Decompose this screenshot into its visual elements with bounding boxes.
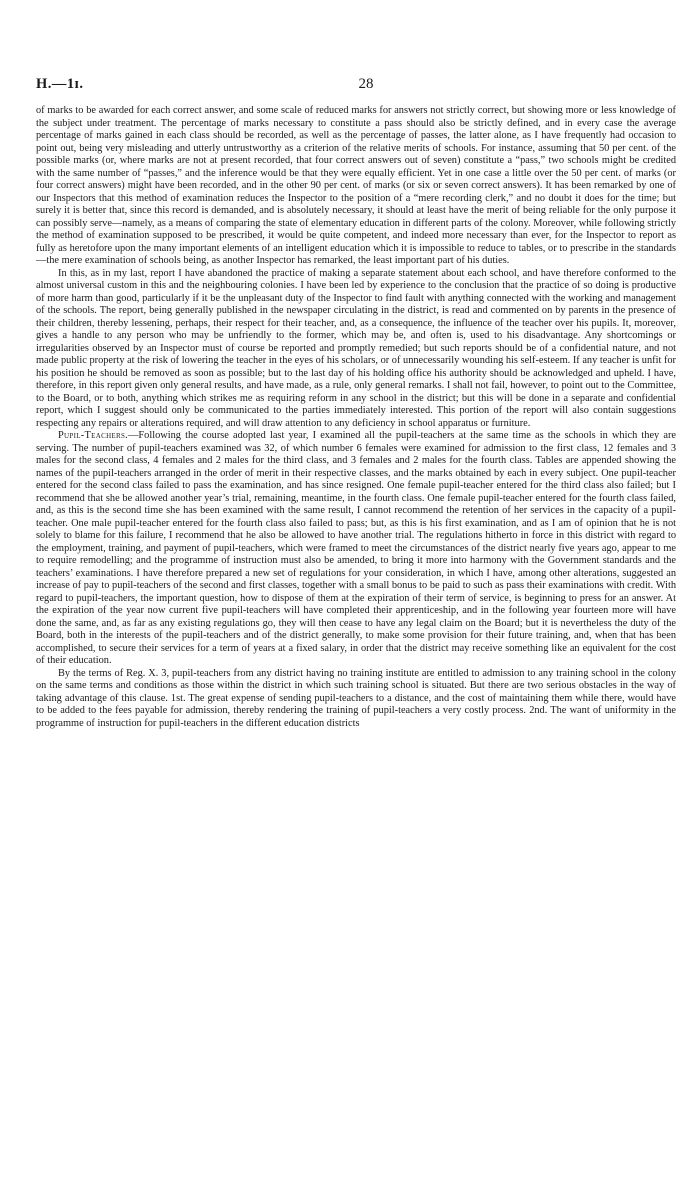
paragraph-text: —Following the course adopted last year, I examined all the pupil-teachers at the same time as the schools in which they are serving. The number of pupil-teachers examined was 32, of which number 6 females were examined for admission to the first class, 12 females and 3 males for the second class, 4 females and 2 males for the third class, and 3 females and 2 males for the fourth class. Tables are appended showing the names of the pupil-teachers arranged in the order of merit in their respective classes, and the marks obtained by each in every subject. One pupil-teacher entered for the second class failed to pass the examination, and has since resigned. One female pupil-teacher entered for the third class also failed; but I recommend that she be allowed another year’s trial, remaining, meantime, in the fourth class. One female pupil-teacher entered for the fourth class failed, and, as this is the second time she has been examined with the same result, I cannot recommend the retention of her services in the capacity of a pupil-teacher. One male pupil-teacher entered for the fourth class also failed to pass; but, as this is his first examination, and as I am of opinion that he is not solely to blame for this failure, I recommend that he also be allowed to have another trial. The regulations hitherto in force in this district with regard to the employment, training, and payment of pupil-teachers, which were framed to meet the circumstances of the district nearly five years ago, appear to me to require remodelling; and the programme of instruction must also be amended, to bring it more into harmony with the Government standards and the teachers’ examinations. I have therefore prepared a new set of regulations for your consideration, in which I have, among other alterations, suggested an increase of pay to pupil-teachers of the second and first classes, together with a small bonus to be paid to such as pass their examinations with credit. With regard to pupil-teachers, the important question, how to dispose of them at the expiration of their term of service, is beginning to press for an answer. At the expiration of the year now current five pupil-teachers will have completed their apprenticeship, and in the following year fourteen more will have done the same, and, as far as any existing regulations go, they will then cease to have any legal claim on the Board; but it is nevertheless the duty of the Board, both in the interests of the pupil-teachers and of the district generally, to make some provision for their future training, and, when that has been accomplished, to secure their services for a term of years at a fixed salary, in order that the district may receive something like an equivalent for the cost of their education. — [36, 430, 676, 666]
paragraph-continuation — [36, 105, 676, 268]
paragraph-pupil-teachers — [36, 430, 676, 668]
paragraph-report-practice — [36, 268, 676, 431]
document-reference: H.—1ɪ. — [36, 76, 84, 92]
paragraph-text: By the terms of Reg. X. 3, pupil-teachers from any district having no training institute are entitled to admission to any training school in the colony on the same terms and conditions as those within the district in which such training school is situated. But there are two serious obstacles in the way of taking advantage of this clause. 1st. The great expense of sending pupil-teachers to a distance, and the cost of maintaining them while there, would have to be added to the fees payable for admission, thereby rendering the training of pupil-teachers a very costly process. 2nd. The want of uniformity in the programme of instruction for pupil-teachers in the different education districts — [36, 667, 676, 729]
paragraph-text: In this, as in my last, report I have abandoned the practice of making a separate statement about each school, and have therefore conformed to the almost universal custom in this and the neighbouring colonies. I have been led by experience to the conclusion that the practice of so doing is productive of more harm than good, particularly if it be the unpleasant duty of the Inspector to find fault with anything connected with the working and management of the schools. The report, being generally published in the newspaper circulating in the district, is read and commented on by parents in the presence of their children, thereby lessening, perhaps, their respect for their teacher, and, as a consequence, the influence of the teacher over his pupils. It, moreover, gives a handle to any person who may be unfriendly to the former, which may be, and often is, used to his disadvantage. Any shortcomings or irregularities observed by an Inspector must of course be reported and promptly remedied; but such reports should be of a confidential nature, and not made public property at the risk of lowering the teacher in the eyes of his scholars, or of unnecessarily wounding his self-esteem. If any teacher is unfit for his position he should be removed as soon as possible; but to the last day of his holding office his authority should be acknowledged and upheld. I have, therefore, in this report given only general results, and have made, as a rule, only general remarks. I shall not fail, however, to point out to the Committee, to the Board, or to both, anything which strikes me as requiring reform in any school in the district; but this will be done in a separate and confidential report, which I suggest should only be communicated to the parties immediately interested. This portion of the report will also contain suggestions respecting any repairs or alterations required, and will draw attention to any deficiency in school apparatus or furniture. — [36, 267, 676, 429]
section-heading: Pupil-Teachers. — [58, 430, 129, 441]
running-header — [36, 76, 676, 96]
paragraph-training-regulations — [36, 668, 676, 731]
body-text — [36, 105, 676, 730]
paragraph-text: of marks to be awarded for each correct answer, and some scale of reduced marks for answers not strictly correct, but showing more or less knowledge of the subject under treatment. The percentage of marks necessary to constitute a pass should also be strictly defined, and in every case the average percentage of marks gained in each class should be recorded, as well as the percentage of passes, the latter alone, as I have frequently had occasion to point out, being very misleading and utterly untrustworthy as a criterion of the relative merits of schools. For instance, assuming that 50 per cent. of the possible marks (or, where marks are not at present recorded, that four correct answers out of seven) constitute a “pass,” two schools might be credited with the same number of “passes,” and the inference would be that they were equally efficient. Yet in one case a little over the 50 per cent. of marks (or four correct answers) might have been recorded, and in the other 90 per cent. of marks (or six or seven correct answers). It has been remarked by one of our Inspectors that this method of examination reduces the Inspector to the position of a “mere recording clerk,” and no doubt it does for the time; but surely it is better that, since this record is demanded, and is absolutely necessary, it should at least have the merit of being reliable for the only purpose it can possibly serve—namely, as a means of comparing the state of elementary education in different parts of the colony. Moreover, while following strictly the method of examination supposed to be prescribed, it would be quite competent, and indeed more necessary than ever, for the Inspector to report as fully as heretofore upon the many important elements of an intelligent education which it is impossible to reduce to tables, or to prescribe in the standards—the mere examination of schools being, as another Inspector has remarked, the least important part of his duties. — [36, 105, 676, 266]
page-number: 28 — [358, 76, 374, 92]
